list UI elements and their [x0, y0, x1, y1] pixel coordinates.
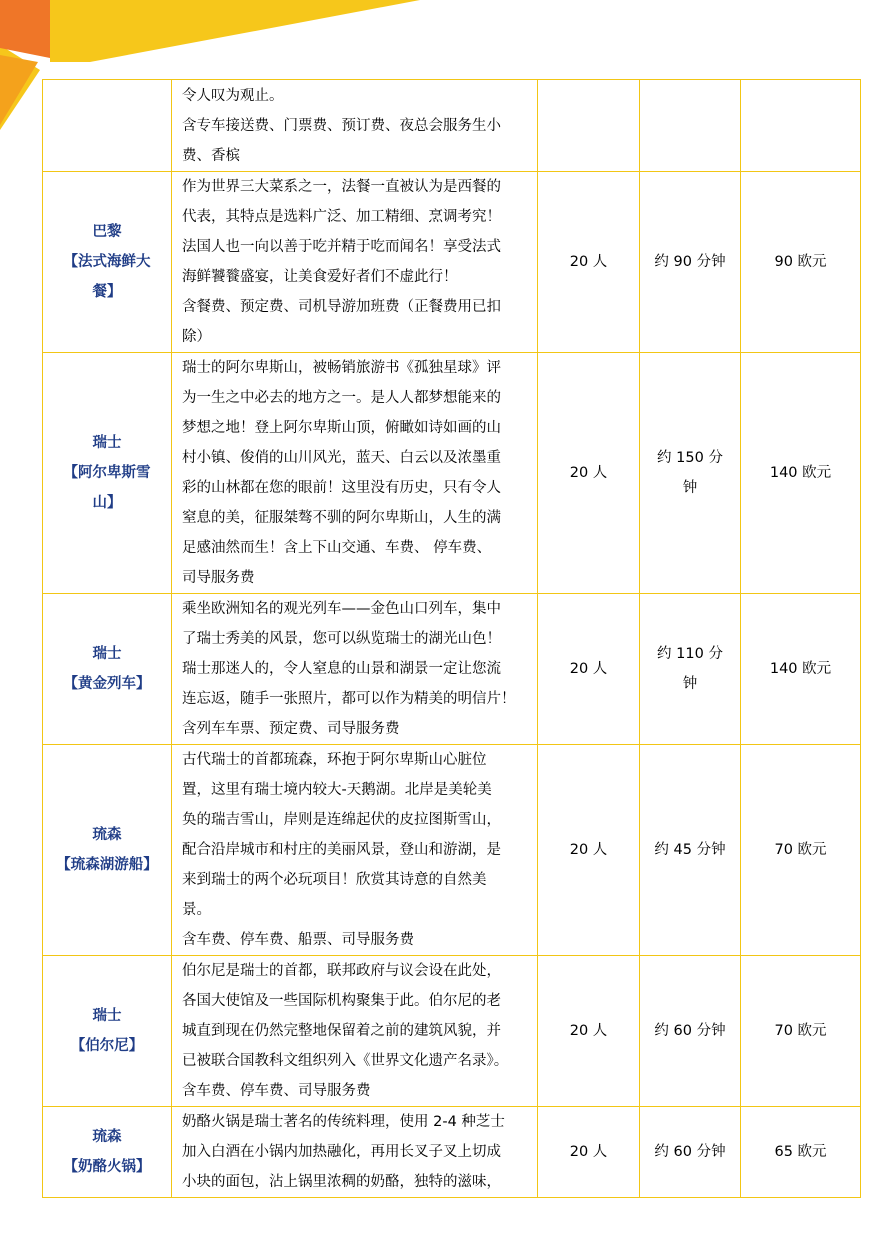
price-cell: 90 欧元 — [741, 172, 861, 353]
duration-cell — [640, 956, 741, 1107]
desc-line: 来到瑞士的两个必玩项目！欣赏其诗意的自然美 — [182, 872, 487, 888]
activity-title: 【阿尔卑斯雪山】 — [63, 465, 151, 511]
city-name: 琉森 — [92, 827, 122, 843]
desc-line: 足感油然而生！含上下山交通、车费、 停车费、 — [182, 540, 492, 556]
table-row — [43, 353, 861, 594]
price-cell — [741, 80, 861, 172]
desc-line: 了瑞士秀美的风景，您可以纵览瑞士的湖光山色！ — [182, 631, 501, 647]
desc-line: 窒息的美，征服桀骜不驯的阿尔卑斯山，人生的满 — [182, 510, 501, 526]
desc-line: 连忘返，随手一张照片，都可以作为精美的明信片！ — [182, 691, 516, 707]
place-cell — [43, 594, 172, 745]
city-name: 瑞士 — [92, 1008, 122, 1024]
duration-cell — [640, 745, 741, 956]
city-name: 瑞士 — [92, 646, 122, 662]
yellow-stripe — [50, 0, 420, 62]
desc-line: 含车费、停车费、司导服务费 — [182, 1083, 371, 1099]
duration-cell — [640, 80, 741, 172]
itinerary-table — [42, 79, 861, 1198]
duration-line: 约 60 分钟 — [654, 1023, 726, 1039]
activity-title: 【黄金列车】 — [63, 676, 151, 692]
desc-line: 含餐费、预定费、司机导游加班费（正餐费用已扣 — [182, 299, 501, 315]
city-name: 巴黎 — [92, 224, 122, 240]
desc-line: 为一生之中必去的地方之一。是人人都梦想能来的 — [182, 390, 501, 406]
activity-title: 【奶酪火锅】 — [63, 1159, 151, 1175]
duration-cell — [640, 1107, 741, 1198]
people-cell — [538, 80, 640, 172]
people-cell: 20 人 — [538, 594, 640, 745]
price-cell: 70 欧元 — [741, 745, 861, 956]
duration-cell — [640, 353, 741, 594]
table-row — [43, 745, 861, 956]
desc-line: 村小镇、俊俏的山川风光，蓝天、白云以及浓墨重 — [182, 450, 501, 466]
desc-line: 司导服务费 — [182, 570, 255, 586]
duration-line: 约 110 分 — [657, 646, 723, 662]
desc-line: 梦想之地！登上阿尔卑斯山顶，俯瞰如诗如画的山 — [182, 420, 501, 436]
duration-line: 约 45 分钟 — [654, 842, 726, 858]
city-name: 琉森 — [92, 1129, 122, 1145]
description-cell — [172, 353, 538, 594]
price-cell: 140 欧元 — [741, 594, 861, 745]
orange-triangle — [0, 55, 38, 125]
duration-line: 钟 — [682, 676, 698, 692]
duration-line: 约 60 分钟 — [654, 1144, 726, 1160]
desc-line: 已被联合国教科文组织列入《世界文化遗产名录》。 — [182, 1053, 509, 1069]
desc-line: 瑞士的阿尔卑斯山，被畅销旅游书《孤独星球》评 — [182, 360, 501, 376]
activity-title: 【伯尔尼】 — [70, 1038, 144, 1054]
desc-line: 瑞士那迷人的，令人窒息的山景和湖景一定让您流 — [182, 661, 501, 677]
desc-line: 古代瑞士的首都琉森，环抱于阿尔卑斯山心脏位 — [182, 752, 487, 768]
desc-line: 置，这里有瑞士境内较大-天鹅湖。北岸是美轮美 — [182, 782, 492, 798]
description-cell — [172, 594, 538, 745]
desc-line: 法国人也一向以善于吃并精于吃而闻名！享受法式 — [182, 239, 501, 255]
desc-line: 代表，其特点是选料广泛、加工精细、烹调考究！ — [182, 209, 501, 225]
people-cell: 20 人 — [538, 956, 640, 1107]
description-cell — [172, 956, 538, 1107]
desc-line: 各国大使馆及一些国际机构聚集于此。伯尔尼的老 — [182, 993, 501, 1009]
place-cell — [43, 745, 172, 956]
duration-line: 约 150 分 — [657, 450, 723, 466]
activity-title: 【法式海鲜大餐】 — [63, 254, 151, 300]
desc-line: 奂的瑞吉雪山，岸则是连绵起伏的皮拉图斯雪山， — [182, 812, 501, 828]
table-row — [43, 956, 861, 1107]
description-cell — [172, 172, 538, 353]
desc-line: 令人叹为观止。 — [182, 87, 284, 104]
desc-line: 景。 — [182, 902, 211, 918]
desc-line: 小块的面包，沾上锅里浓稠的奶酪，独特的滋味， — [182, 1174, 501, 1190]
duration-cell — [640, 594, 741, 745]
desc-line: 作为世界三大菜系之一，法餐一直被认为是西餐的 — [182, 179, 501, 195]
description-cell — [172, 80, 538, 172]
desc-line: 奶酪火锅是瑞士著名的传统料理，使用 2-4 种芝士 — [182, 1114, 505, 1130]
description-cell — [172, 745, 538, 956]
desc-line: 城直到现在仍然完整地保留着之前的建筑风貌，并 — [182, 1023, 501, 1039]
desc-line: 乘坐欧洲知名的观光列车——金色山口列车，集中 — [182, 601, 501, 617]
table-row — [43, 594, 861, 745]
table-row — [43, 172, 861, 353]
people-cell: 20 人 — [538, 172, 640, 353]
city-name: 瑞士 — [92, 435, 122, 451]
desc-line: 含车费、停车费、船票、司导服务费 — [182, 932, 414, 948]
desc-line: 彩的山林都在您的眼前！这里没有历史，只有令人 — [182, 480, 501, 496]
description-cell — [172, 1107, 538, 1198]
price-cell: 140 欧元 — [741, 353, 861, 594]
price-cell: 65 欧元 — [741, 1107, 861, 1198]
place-cell — [43, 172, 172, 353]
orange-corner — [0, 0, 50, 58]
place-cell — [43, 80, 172, 172]
desc-line: 含专车接送费、门票费、预订费、夜总会服务生小 — [182, 117, 501, 134]
price-cell: 70 欧元 — [741, 956, 861, 1107]
desc-line: 含列车车票、预定费、司导服务费 — [182, 721, 400, 737]
place-cell — [43, 956, 172, 1107]
desc-line: 配合沿岸城市和村庄的美丽风景，登山和游湖，是 — [182, 842, 501, 858]
activity-title: 【琉森湖游船】 — [56, 857, 158, 873]
people-cell: 20 人 — [538, 1107, 640, 1198]
desc-line: 海鲜饕餮盛宴，让美食爱好者们不虚此行！ — [182, 269, 458, 285]
duration-line: 约 90 分钟 — [654, 254, 726, 270]
desc-line: 加入白酒在小锅内加热融化，再用长叉子叉上切成 — [182, 1144, 501, 1160]
desc-line: 除） — [182, 329, 211, 345]
place-cell — [43, 353, 172, 594]
people-cell: 20 人 — [538, 745, 640, 956]
desc-line: 费、香槟 — [182, 147, 240, 164]
desc-line: 伯尔尼是瑞士的首都，联邦政府与议会设在此处， — [182, 963, 501, 979]
duration-line: 钟 — [682, 480, 698, 496]
people-cell: 20 人 — [538, 353, 640, 594]
duration-cell — [640, 172, 741, 353]
table-row — [43, 1107, 861, 1198]
place-cell — [43, 1107, 172, 1198]
table-row — [43, 80, 861, 172]
